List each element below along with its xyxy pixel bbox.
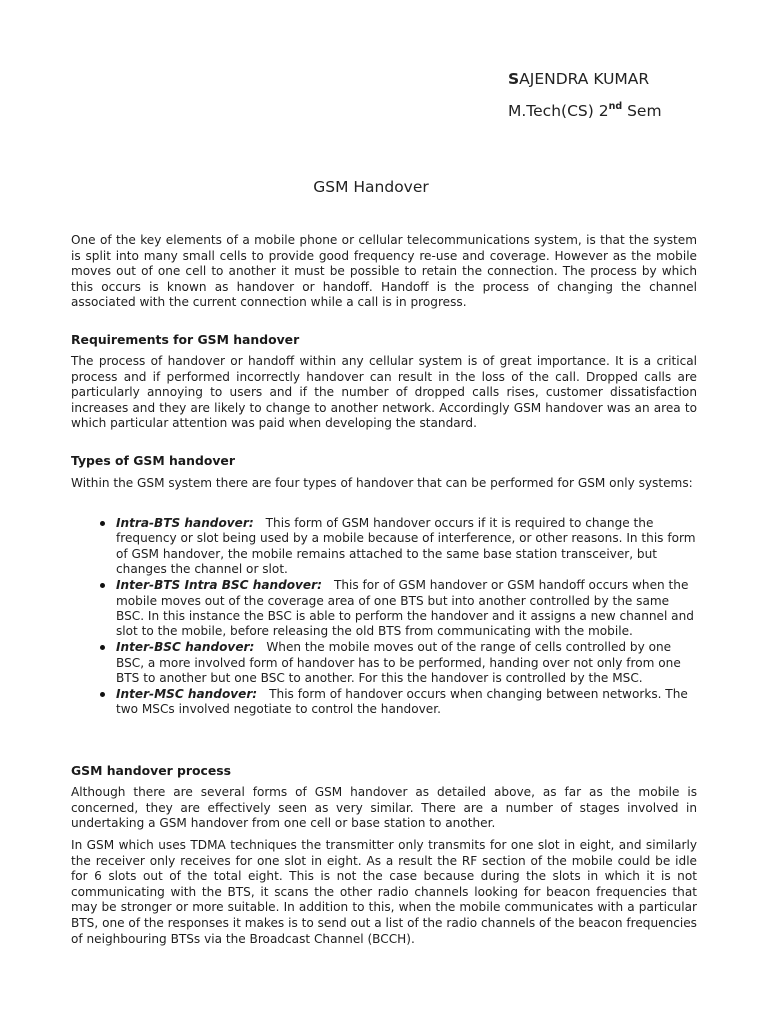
document-title: GSM Handover bbox=[313, 178, 429, 196]
author-course-prefix: M.Tech(CS) 2 bbox=[508, 102, 609, 120]
list-item-text: This for of GSM handover or GSM handoff occurs when the mobile moves out of the coverage area of one BTS but into another controlled by the same BSC. In this instance the BSC is able to perform the handover and it assigns a new channel and slot to the mobile, before releasing the old BTS from communicating with the mobile. bbox=[116, 578, 694, 639]
list-item-term: Intra-BTS handover: bbox=[116, 516, 254, 530]
list-item-text: This form of handover occurs when changing between networks. The two MSCs involved negotiate to control the handover. bbox=[116, 686, 688, 717]
author-name-rest: AJENDRA KUMAR bbox=[519, 70, 650, 88]
process-paragraph-2: In GSM which uses TDMA techniques the transmitter only transmits for one slot in eight, and similarly the receiver only receives for one slot in eight. As a result the RF section of the mobile could be idle for 6 slots out of the total eight. This is not the case because during the slots in which it is not communicating with the BTS, it scans the other radio channels looking for beacon frequencies that may be stronger or more suitable. In addition to this, when the mobile communicates with a particular BTS, one of the responses it makes is to send out a list of the radio channels of the beacon frequencies of neighbouring BTSs via the Broadcast Channel (BCCH). bbox=[71, 838, 697, 946]
author-course-suffix: Sem bbox=[622, 102, 662, 120]
author-course bbox=[508, 93, 662, 125]
author-initial: S bbox=[508, 70, 520, 88]
bullet-icon bbox=[100, 583, 105, 588]
list-item bbox=[100, 640, 700, 686]
list-item bbox=[100, 516, 700, 578]
bullet-icon bbox=[100, 692, 105, 697]
author-name bbox=[508, 66, 662, 93]
list-item-text: This form of GSM handover occurs if it is required to change the frequency or slot being used by a mobile because of interference, or other reasons. In this form of GSM handover, the mobile remains attached to the same base station transceiver, but changes the channel or slot. bbox=[116, 516, 696, 577]
author-block bbox=[508, 66, 662, 125]
process-paragraph-1: Although there are several forms of GSM handover as detailed above, as far as the mobile is concerned, they are effectively seen as very similar. There are a number of stages involved in undertaking a GSM handover from one cell or base station to another. bbox=[71, 785, 697, 831]
list-item bbox=[100, 578, 700, 640]
bullet-icon bbox=[100, 521, 105, 526]
bullet-icon bbox=[100, 645, 105, 650]
types-heading: Types of GSM handover bbox=[71, 453, 235, 468]
list-item-term: Inter-BSC handover: bbox=[116, 640, 255, 655]
list-item bbox=[100, 687, 700, 718]
author-course-superscript: nd bbox=[608, 101, 623, 112]
intro-paragraph: One of the key elements of a mobile phone or cellular telecommunications system, is that the system is split into many small cells to provide good frequency re-use and coverage. However as the mobile moves out of one cell to another it must be possible to retain the connection. The process by which this occurs is known as handover or handoff. Handoff is the process of changing the channel associated with the current connection while a call is in progress. bbox=[71, 233, 697, 310]
requirements-paragraph: The process of handover or handoff within any cellular system is of great importance. It is a critical process and if performed incorrectly handover can result in the loss of the call. Dropped calls are particularly annoying to users and if the number of dropped calls rises, customer dissatisfaction increases and they are likely to change to another network. Accordingly GSM handover was an area to which particular attention was paid when developing the standard. bbox=[71, 354, 697, 431]
handover-types-list bbox=[100, 516, 700, 718]
list-item-term: Inter-MSC handover: bbox=[116, 686, 258, 701]
requirements-heading: Requirements for GSM handover bbox=[71, 332, 300, 347]
list-item-text: When the mobile moves out of the range of cells controlled by one BSC, a more involved form of handover has to be performed, handing over not only from one BTS to another but one BSC to another. For this the handover is controlled by the MSC. bbox=[116, 640, 681, 686]
list-item-term: Inter-BTS Intra BSC handover: bbox=[116, 578, 322, 593]
process-heading: GSM handover process bbox=[71, 763, 232, 778]
types-paragraph: Within the GSM system there are four types of handover that can be performed for GSM only systems: bbox=[71, 476, 693, 490]
